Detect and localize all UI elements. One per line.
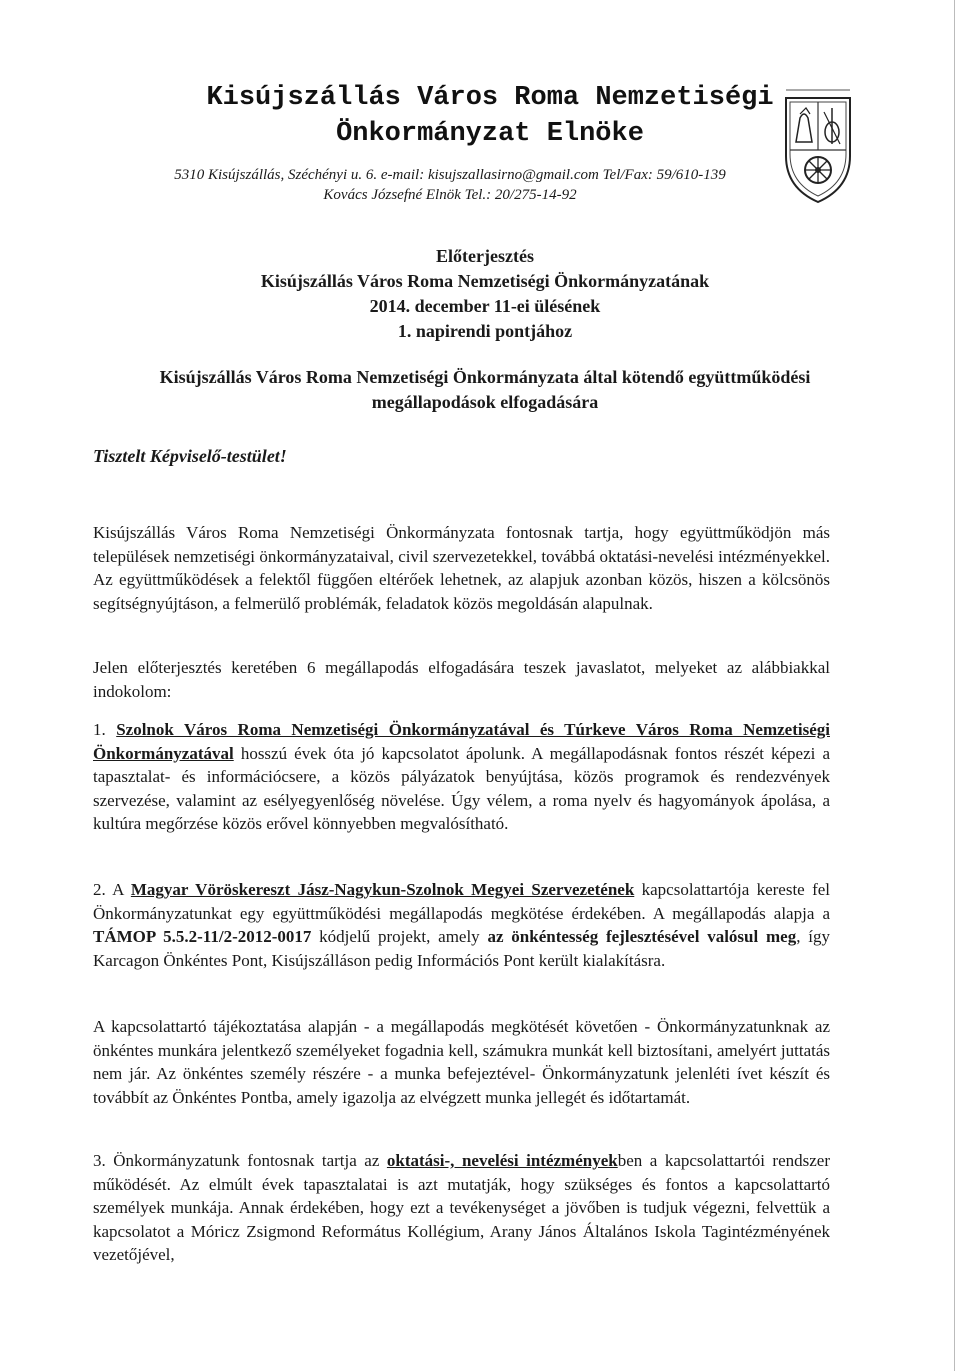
proposal-subject [90, 365, 880, 415]
paragraph-contact-info [93, 1015, 830, 1109]
paragraph-item-1 [93, 718, 830, 836]
contact-info [100, 165, 800, 205]
coat-of-arms-icon [782, 84, 854, 206]
item-3-text-a: Önkormányzatunk fontosnak tartja az [105, 1151, 387, 1170]
item-2-bold-phrase: az önkéntesség fejlesztésével valósul meg [487, 927, 797, 946]
item-1-partner: Szolnok Város Roma Nemzetiségi Önkormányzatával és Túrkeve Város Roma Nemzetiségi Önkormányzatával [93, 720, 830, 763]
heading-line4: 1. napirendi pontjához [397, 321, 573, 341]
item-2-text-c: , így Karcagon Önkéntes Pont, Kisújszálláson pedig Információs Pont került kialakításra. [93, 927, 830, 970]
salutation: Tisztelt Képviselő-testület! [93, 446, 287, 466]
paragraph-contact-text: A kapcsolattartó tájékoztatása alapján - a megállapodás megkötését követően - Önkormányzatunknak az önkéntes munkára jelentkező személyeket fogadnia kell, számukra munkát kell biztosítani, amelyért juttatás nem jár. Az önkéntes személy részére - a munka befejeztével- Önkormányzatunk jelenléti ívet készít és továbbít az Önkéntes Pontba, amely igazolja az elvégzett munka jellegét és időtartamát. [93, 1017, 830, 1107]
subject-line2: megállapodások elfogadására [371, 392, 599, 412]
item-2-project-code: TÁMOP 5.5.2-11/2-2012-0017 [93, 927, 312, 946]
item-2-text-a: kapcsolattartója kereste fel Önkormányzatunkat egy együttműködési megállapodás megkötése érdekében. A megállapodás alapja a [93, 880, 831, 923]
item-1-number: 1. [93, 720, 106, 739]
paragraph-item-3 [93, 1149, 830, 1267]
scan-edge-line [954, 0, 955, 1371]
item-2-number: 2. A [93, 880, 131, 899]
organization-title [150, 80, 830, 152]
item-3-number: 3. [93, 1151, 106, 1170]
paragraph-intro [93, 521, 830, 615]
org-title-line1: Kisújszállás Város Roma Nemzetiségi [206, 83, 774, 113]
item-2-partner: Magyar Vöröskereszt Jász-Nagykun-Szolnok Megyei Szervezetének [130, 880, 635, 899]
item-3-text-b: ben a kapcsolattartói rendszer működését. Az elmúlt évek tapasztalatai is azt mutatják, hogy szükséges és fontos a kapcsolattartó személyek munkája. Annak érdekében, hogy ezt a tevékenységet a jövőben is tudjuk végezni, felvettük a kapcsolatot a Móricz Zsigmond Református Kollégium, Arany János Általános Iskola Tagintézményének vezetőjével, [93, 1151, 831, 1264]
subject-line1: Kisújszállás Város Roma Nemzetiségi Önkormányzata által kötendő együttműködési [159, 367, 811, 387]
heading-line1: Előterjesztés [436, 246, 534, 266]
contact-line2: Kovács Józsefné Elnök Tel.: 20/275-14-92 [323, 187, 577, 203]
paragraph-item-2 [93, 878, 830, 972]
item-2-text-b: kódjelű projekt, amely [311, 927, 488, 946]
heading-line2: Kisújszállás Város Roma Nemzetiségi Önkormányzatának [260, 271, 710, 291]
paragraph-proposal [93, 656, 830, 703]
org-title-line2: Önkormányzat Elnöke [336, 119, 644, 149]
item-3-bold-phrase: oktatási-, nevelési intézmények [386, 1151, 618, 1170]
contact-line1: 5310 Kisújszállás, Széchényi u. 6. e-mail: kisujszallasirno@gmail.com Tel/Fax: 59/610-139 [174, 167, 726, 183]
proposal-heading [100, 244, 870, 344]
heading-line3: 2014. december 11-ei ülésének [369, 296, 601, 316]
paragraph-intro-text: Kisújszállás Város Roma Nemzetiségi Önkormányzata fontosnak tartja, hogy együttműködjön más települések nemzetiségi önkormányzataival, civil szervezetekkel, továbbá oktatási-nevelési intézményekkel. Az együttműködések a felektől függően eltérőek lehetnek, az alapjuk azonban közös, hiszen a kölcsönös segítségnyújtáson, a felmerülő problémák, feladatok közös megoldásán alapulnak. [93, 523, 830, 613]
paragraph-proposal-text: Jelen előterjesztés keretében 6 megállapodás elfogadására teszek javaslatot, melyeket az alábbiakkal indokolom: [93, 658, 830, 701]
item-1-text: hosszú évek óta jó kapcsolatot ápolunk. A megállapodásnak fontos részét képezi a tapasztalat- és információcsere, a közös pályázatok benyújtása, közös programok és rendezvények szervezése, valamint az esélyegyenlőség növelése. Úgy vélem, a roma nyelv és hagyományok ápolása, a kultúra megőrzése közös erővel könnyebben megvalósítható. [93, 743, 830, 833]
